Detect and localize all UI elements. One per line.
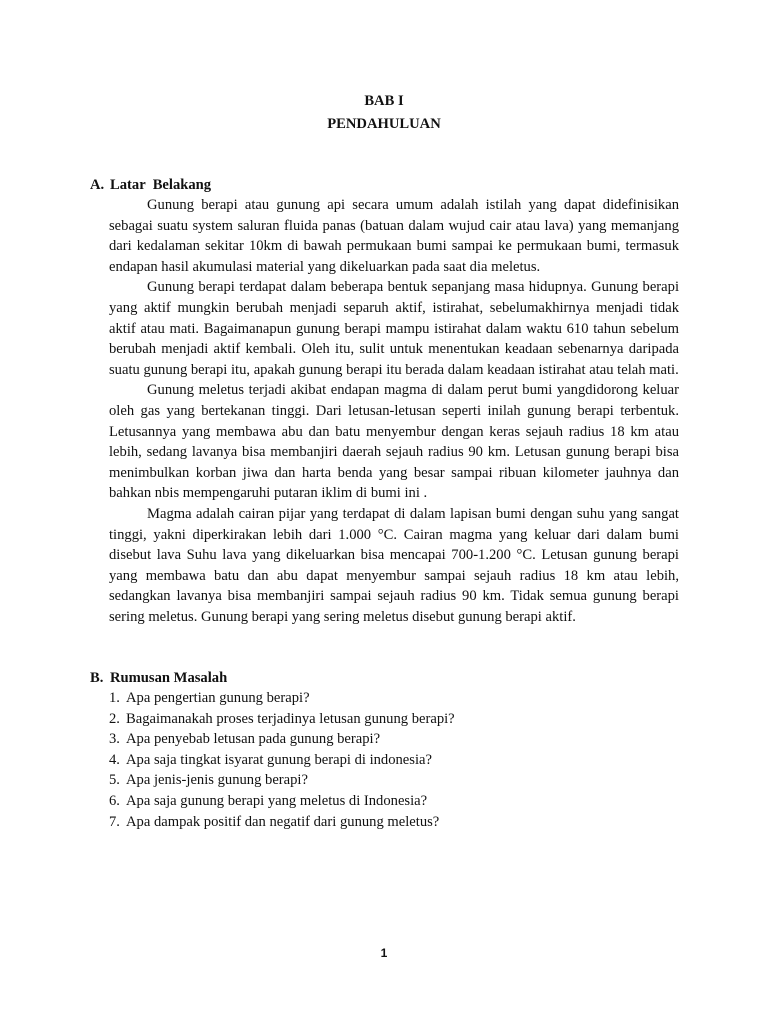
- list-item: [109, 709, 679, 730]
- section-a-letter: A.: [90, 177, 105, 193]
- section-b-letter: B.: [90, 670, 104, 686]
- list-item-text: Apa penyebab letusan pada gunung berapi?: [126, 731, 381, 748]
- list-item-number: 4.: [109, 751, 120, 768]
- list-item: [109, 770, 679, 791]
- paragraph: Gunung meletus terjadi akibat endapan magma di dalam perut bumi yangdidorong keluar oleh gas yang bertekanan tinggi. Dari letusan-letusan seperti inilah gunung berapi terbentuk. Letusannya yang membawa abu dan batu menyembur dengan keras sejauh radius 18 km atau lebih, sedang lavanya bisa membanjiri daerah sejauh radius 90 km. Letusan gunung berapi bisa menimbulkan korban jiwa dan harta benda yang besar sampai ribuan kilometer jauhnya dan bahkan nbis mempengaruhi putaran iklim di bumi ini .: [109, 382, 679, 502]
- list-item-number: 6.: [109, 792, 120, 809]
- list-item-number: 3.: [109, 731, 120, 748]
- section-a-title: Latar Belakang: [110, 177, 212, 193]
- question-list: [109, 688, 679, 832]
- paragraph: Gunung berapi atau gunung api secara umum adalah istilah yang dapat didefinisikan sebagai suatu system saluran fluida panas (batuan dalam wujud cair atau lava) yang memanjang dari kedalaman sekitar 10km di bawah permukaan bumi sampai ke permukaan bumi, termasuk endapan hasil akumulasi material yang dikeluarkan pada saat dia meletus.: [109, 197, 679, 275]
- paragraph: Magma adalah cairan pijar yang terdapat di dalam lapisan bumi dengan suhu yang sangat tinggi, yakni diperkirakan lebih dari 1.000 °C. Cairan magma yang keluar dari dalam bumi disebut lava Suhu lava yang dikeluarkan bisa mencapai 700-1.200 °C. Letusan gunung berapi yang membawa batu dan abu dapat menyembur sampai sejauh radius 18 km atau lebih, sedangkan lavanya bisa membanjiri sampai sejauh radius 90 km. Tidak semua gunung berapi sering meletus. Gunung berapi yang sering meletus disebut gunung berapi aktif.: [109, 505, 679, 625]
- list-item-text: Apa saja gunung berapi yang meletus di Indonesia?: [126, 792, 428, 809]
- list-item: [109, 729, 679, 750]
- section-a-body: [109, 195, 679, 627]
- list-item-text: Apa jenis-jenis gunung berapi?: [126, 772, 308, 789]
- page-number: 1: [380, 946, 388, 960]
- section-b-title: Rumusan Masalah: [110, 670, 228, 686]
- list-item-text: Apa pengertian gunung berapi?: [126, 690, 310, 706]
- chapter-title: PENDAHULUAN: [327, 116, 441, 132]
- list-item-text: Apa dampak positif dan negatif dari gunung meletus?: [126, 813, 440, 830]
- section-b-heading: [90, 668, 227, 689]
- chapter-label: BAB I: [364, 93, 404, 109]
- list-item-number: 2.: [109, 710, 120, 727]
- list-item-text: Bagaimanakah proses terjadinya letusan gunung berapi?: [126, 710, 455, 727]
- list-item: [109, 688, 679, 709]
- list-item-number: 5.: [109, 772, 120, 789]
- list-item: [109, 812, 679, 833]
- list-item-number: 1.: [109, 690, 120, 706]
- section-a-heading: [90, 175, 211, 196]
- paragraph: Gunung berapi terdapat dalam beberapa bentuk sepanjang masa hidupnya. Gunung berapi yang aktif mungkin berubah menjadi separuh aktif, istirahat, sebelumakhirnya menjadi tidak aktif atau mati. Bagaimanapun gunung berapi mampu istirahat dalam waktu 610 tahun sebelum berubah menjadi aktif kembali. Oleh itu, sulit untuk menentukan keadaan sebenarnya daripada suatu gunung berapi itu, apakah gunung berapi itu berada dalam keadaan istirahat atau telah mati.: [109, 279, 679, 378]
- list-item-number: 7.: [109, 813, 120, 830]
- list-item: [109, 791, 679, 812]
- list-item: [109, 750, 679, 771]
- list-item-text: Apa saja tingkat isyarat gunung berapi di indonesia?: [126, 751, 432, 768]
